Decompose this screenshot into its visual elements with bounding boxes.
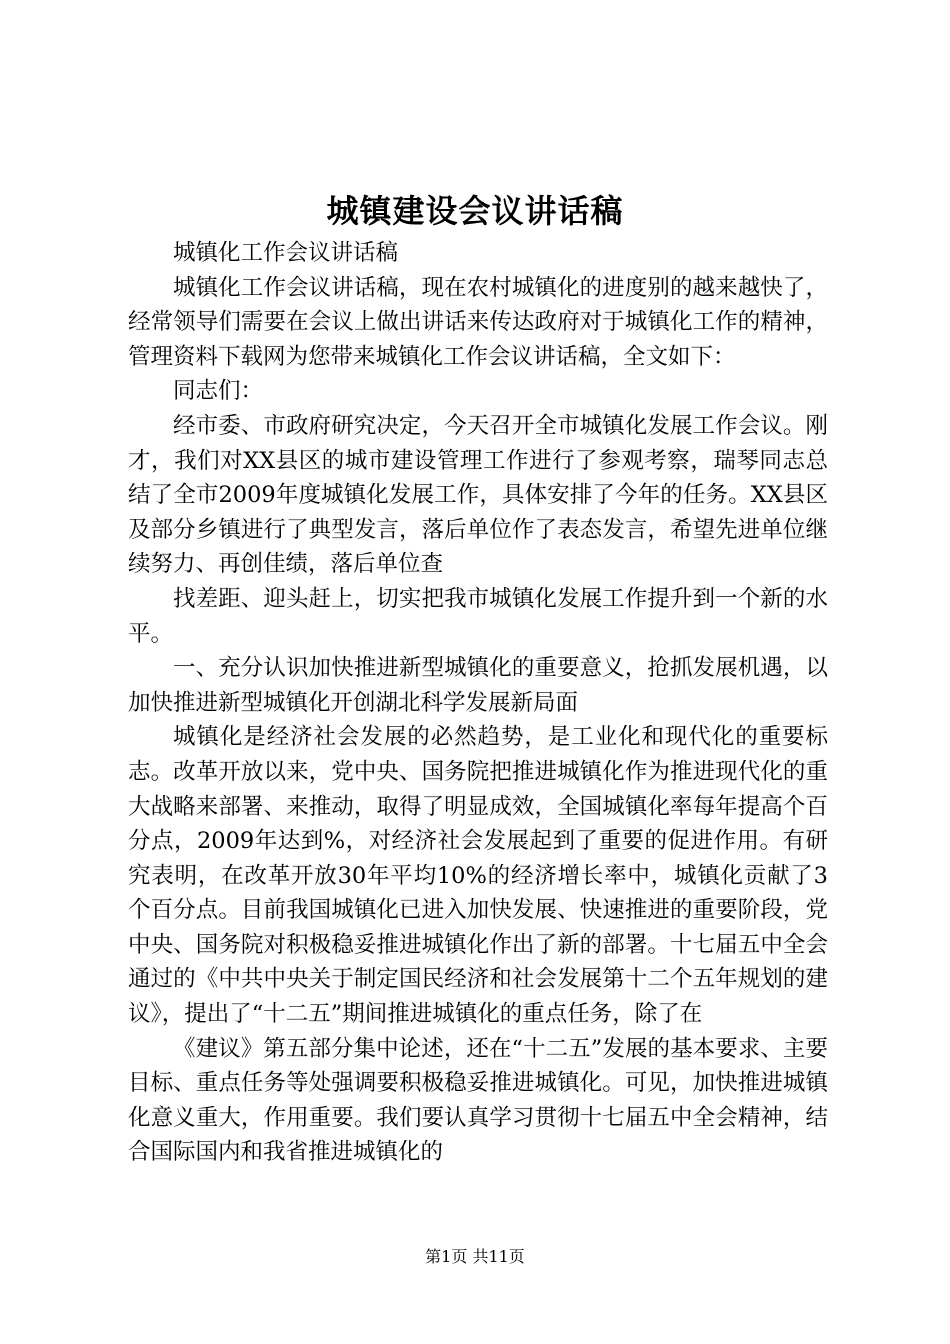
document-title: 城镇建设会议讲话稿 [326,192,624,230]
paragraph-intro: 城镇化工作会议讲话稿，现在农村城镇化的进度别的越来越快了，经常领导们需要在会议上做出讲话来传达政府对于城镇化工作的精神，管理资料下载网为您带来城镇化工作会议讲话稿，全文如下： [128,274,828,370]
page-number-footer: 第1页 共11页 [425,1247,525,1266]
paragraph-urbanization: 城镇化是经济社会发展的必然趋势，是工业化和现代化的重要标志。改革开放以来，党中央、国务院把推进城镇化作为推进现代化的重大战略来部署、来推动，取得了明显成效，全国城镇化率每年提高个百分点，2009年达到%，对经济社会发展起到了重要的促进作用。有研究表明，在改革开放30年平均10%的经济增长率中，城镇化贡献了3个百分点。目前我国城镇化已进入加快发展、快速推进的重要阶段，党中央、国务院对积极稳妥推进城镇化作出了新的部署。十七届五中全会通过的《中共中央关于制定国民经济和社会发展第十二个五年规划的建议》，提出了“十二五”期间推进城镇化的重点任务，除了在 [128,724,828,1028]
paragraph-salutation: 同志们： [173,378,264,405]
section-heading-1: 一、充分认识加快推进新型城镇化的重要意义，抢抓发展机遇，以加快推进新型城镇化开创湖北科学发展新局面 [128,655,828,716]
paragraph-opening: 经市委、市政府研究决定，今天召开全市城镇化发展工作会议。刚才，我们对XX县区的城市建设管理工作进行了参观考察，瑞琴同志总结了全市2009年度城镇化发展工作，具体安排了今年的任务。XX县区及部分乡镇进行了典型发言，落后单位作了表态发言，希望先进单位继续努力、再创佳绩，落后单位查 [128,412,828,578]
paragraph-continuation: 找差距、迎头赶上，切实把我市城镇化发展工作提升到一个新的水平。 [128,585,828,647]
paragraph-proposal: 《建议》第五部分集中论述，还在“十二五”发展的基本要求、主要目标、重点任务等处强调要积极稳妥推进城镇化。可见，加快推进城镇化意义重大，作用重要。我们要认真学习贯彻十七届五中全会精神，结合国际国内和我省推进城镇化的 [128,1035,828,1166]
paragraph-subtitle: 城镇化工作会议讲话稿 [173,240,399,266]
document-body [128,236,828,1170]
